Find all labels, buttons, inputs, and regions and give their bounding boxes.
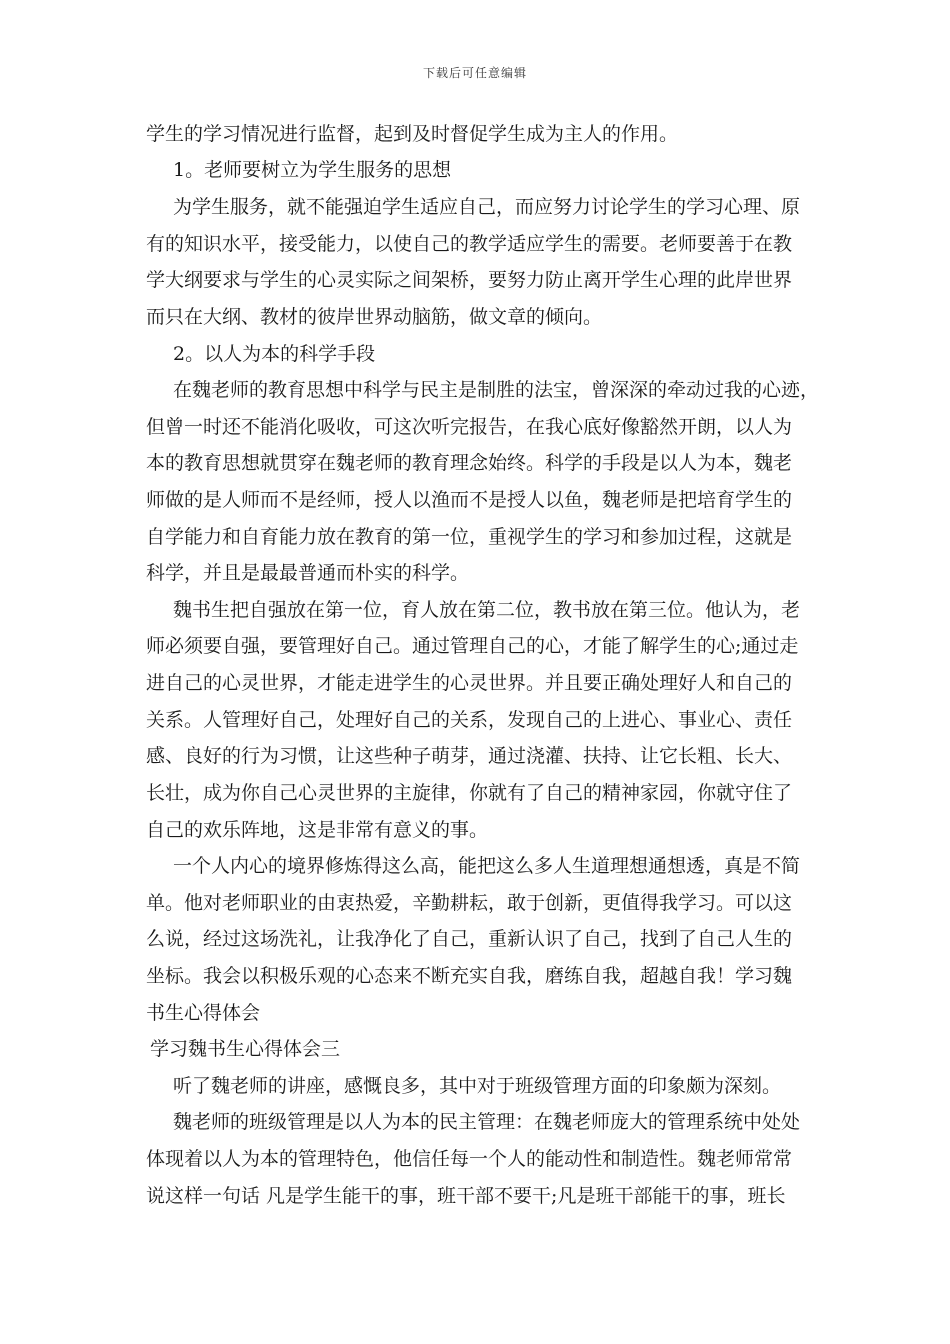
text-line: 进自己的心灵世界，才能走进学生的心灵世界。并且要正确处理好人和自己的: [146, 672, 793, 694]
text-line: 自学能力和自育能力放在教育的第一位，重视学生的学习和参加过程，这就是: [146, 526, 793, 548]
text-line: 单。他对老师职业的由衷热爱，辛勤耕耘，敢于创新，更值得我学习。可以这: [146, 892, 793, 914]
text-line: 而只在大纲、教材的彼岸世界动脑筋，做文章的倾向。: [146, 306, 603, 328]
text-line: 师必须要自强，要管理好自己。通过管理自己的心，才能了解学生的心;通过走: [146, 635, 799, 657]
text-line: 关系。人管理好自己，处理好自己的关系，发现自己的上进心、事业心、责任: [146, 709, 793, 731]
text-line: 在魏老师的教育思想中科学与民主是制胜的法宝，曾深深的牵动过我的心迹，: [173, 379, 820, 401]
text-line: 师做的是人师而不是经师，授人以渔而不是授人以鱼，魏老师是把培育学生的: [146, 489, 793, 511]
text-line: 么说，经过这场洗礼，让我净化了自己，重新认识了自己，找到了自己人生的: [146, 928, 793, 950]
text-line: 魏书生把自强放在第一位，育人放在第二位，教书放在第三位。他认为，老: [173, 599, 801, 621]
text-line: 学大纲要求与学生的心灵实际之间架桥，要努力防止离开学生心理的此岸世界: [146, 269, 793, 291]
text-line: 说这样一句话 凡是学生能干的事，班干部不要干;凡是班干部能干的事，班长: [146, 1185, 786, 1207]
text-line: 为学生服务，就不能强迫学生适应自己，而应努力讨论学生的学习心理、原: [173, 196, 801, 218]
text-line: 有的知识水平，接受能力，以使自己的教学适应学生的需要。老师要善于在教: [146, 233, 793, 255]
page-header-note: 下载后可任意编辑: [422, 66, 527, 80]
text-line: 科学，并且是最最普通而朴实的科学。: [146, 562, 470, 584]
section-heading: 2。以人为本的科学手段: [173, 343, 376, 365]
text-line: 长壮，成为你自己心灵世界的主旋律，你就有了自己的精神家园，你就守住了: [146, 782, 793, 804]
text-line: 体现着以人为本的管理特色，他信任每一个人的能动性和制造性。魏老师常常: [146, 1148, 793, 1170]
text-line: 魏老师的班级管理是以人为本的民主管理：在魏老师庞大的管理系统中处处: [173, 1111, 801, 1133]
text-line: 书生心得体会: [146, 1002, 261, 1024]
text-line: 本的教育思想就贯穿在魏老师的教育理念始终。科学的手段是以人为本，魏老: [146, 452, 793, 474]
section-heading: 1。老师要树立为学生服务的思想: [173, 159, 452, 181]
text-line: 自己的欢乐阵地，这是非常有意义的事。: [146, 819, 489, 841]
text-line: 听了魏老师的讲座，感慨良多，其中对于班级管理方面的印象颇为深刻。: [173, 1075, 782, 1097]
text-line: 坐标。我会以积极乐观的心态来不断充实自我，磨练自我，超越自我！学习魏: [146, 965, 793, 987]
text-line: 感、良好的行为习惯，让这些种子萌芽，通过浇灌、扶持、让它长粗、长大、: [146, 745, 793, 767]
section-heading: 学习魏书生心得体会三: [150, 1038, 341, 1060]
text-line: 但曾一时还不能消化吸收，可这次听完报告，在我心底好像豁然开朗，以人为: [146, 416, 793, 438]
text-line: 学生的学习情况进行监督，起到及时督促学生成为主人的作用。: [146, 123, 679, 145]
text-line: 一个人内心的境界修炼得这么高，能把这么多人生道理想通想透，真是不简: [173, 855, 801, 877]
